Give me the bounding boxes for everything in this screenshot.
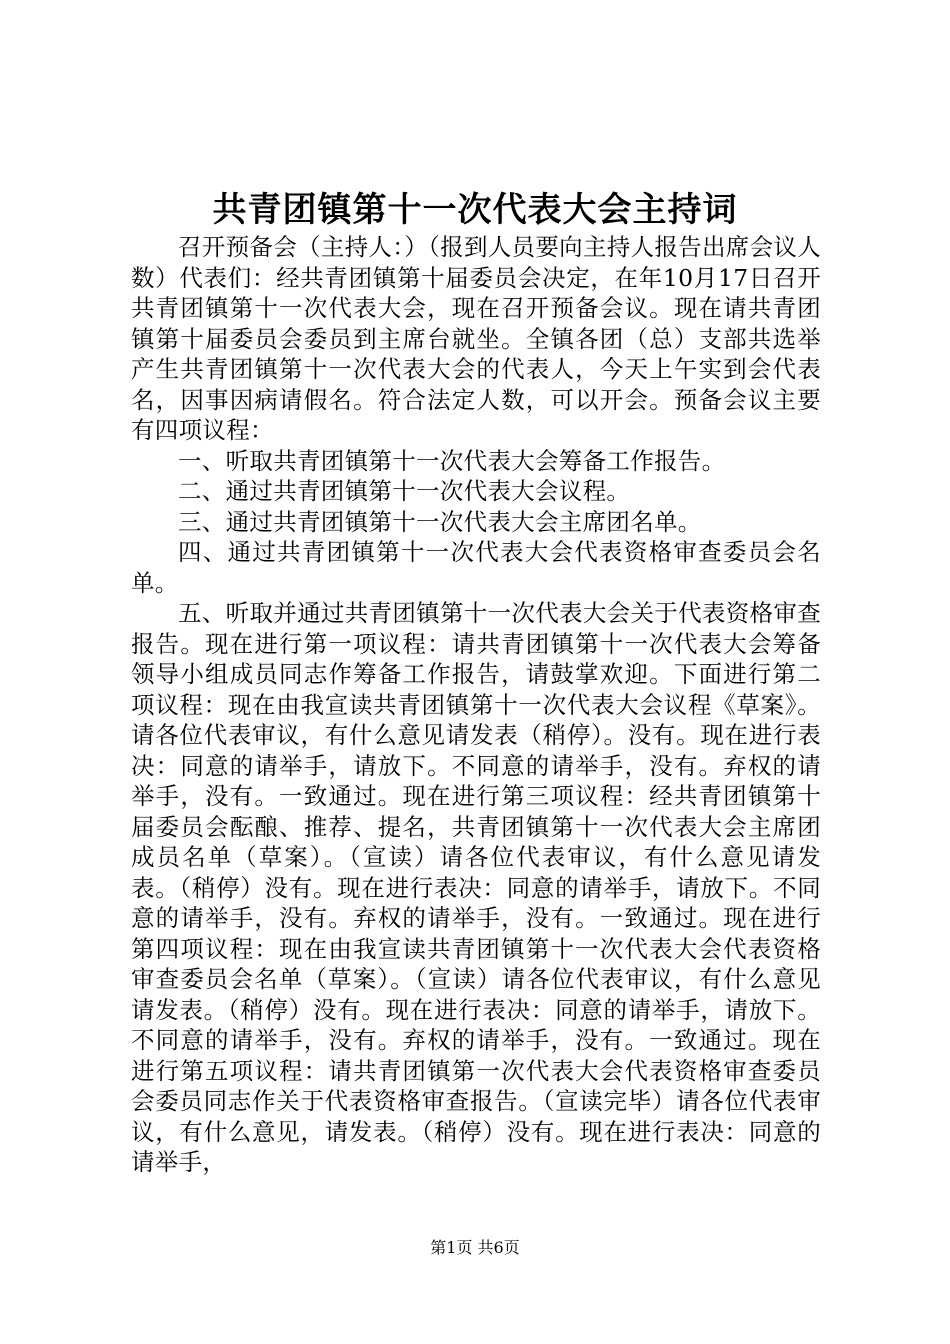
document-title: 共青团镇第十一次代表大会主持词 bbox=[212, 190, 738, 230]
agenda-item-4: 四、通过共青团镇第十一次代表大会代表资格审查委员会名单。 bbox=[131, 538, 821, 597]
agenda-item-3: 三、通过共青团镇第十一次代表大会主席团名单。 bbox=[178, 507, 702, 536]
agenda-item-5: 五、听取并通过共青团镇第十一次代表大会关于代表资格审查报告。现在进行第一项议程：请共青团镇第十一次代表大会筹备领导小组成员同志作筹备工作报告，请鼓掌欢迎。下面进行第二项议程：现在由我宣读共青团镇第十一次代表大会议程《草案》。请各位代表审议，有什么意见请发表（稍停）。没有。现在进行表决：同意的请举手，请放下。不同意的请举手，没有。弃权的请举手，没有。一致通过。现在进行第三项议程：经共青团镇第十届委员会酝酿、推荐、提名，共青团镇第十一次代表大会主席团成员名单（草案）。（宣读）请各位代表审议，有什么意见请发表。（稍停）没有。现在进行表决：同意的请举手，请放下。不同意的请举手，没有。弃权的请举手，没有。一致通过。现在进行第四项议程：现在由我宣读共青团镇第十一次代表大会代表资格审查委员会名单（草案）。（宣读）请各位代表审议，有什么意见请发表。（稍停）没有。现在进行表决：同意的请举手，请放下。不同意的请举手，没有。弃权的请举手，没有。一致通过。现在进行第五项议程：请共青团镇第一次代表大会代表资格审查委员会委员同志作关于代表资格审查报告。（宣读完毕）请各位代表审议，有什么意见，请发表。（稍停）没有。现在进行表决：同意的请举手， bbox=[131, 599, 821, 1176]
agenda-item-2: 二、通过共青团镇第十一次代表大会议程。 bbox=[178, 477, 631, 505]
agenda-item-1: 一、听取共青团镇第十一次代表大会筹备工作报告。 bbox=[178, 446, 726, 475]
page-footer: 第1页 共6页 bbox=[430, 1238, 520, 1257]
paragraph-intro: 召开预备会（主持人：）（报到人员要向主持人报告出席会议人数）代表们：经共青团镇第十届委员会决定，在年10月17日召开共青团镇第十一次代表大会，现在召开预备会议。现在请共青团镇第十届委员会委员到主席台就坐。全镇各团（总）支部共选举产生共青团镇第十一次代表大会的代表人，今天上午实到会代表名，因事因病请假名。符合法定人数，可以开会。预备会议主要有四项议程： bbox=[131, 233, 821, 444]
document-body bbox=[131, 232, 821, 1178]
